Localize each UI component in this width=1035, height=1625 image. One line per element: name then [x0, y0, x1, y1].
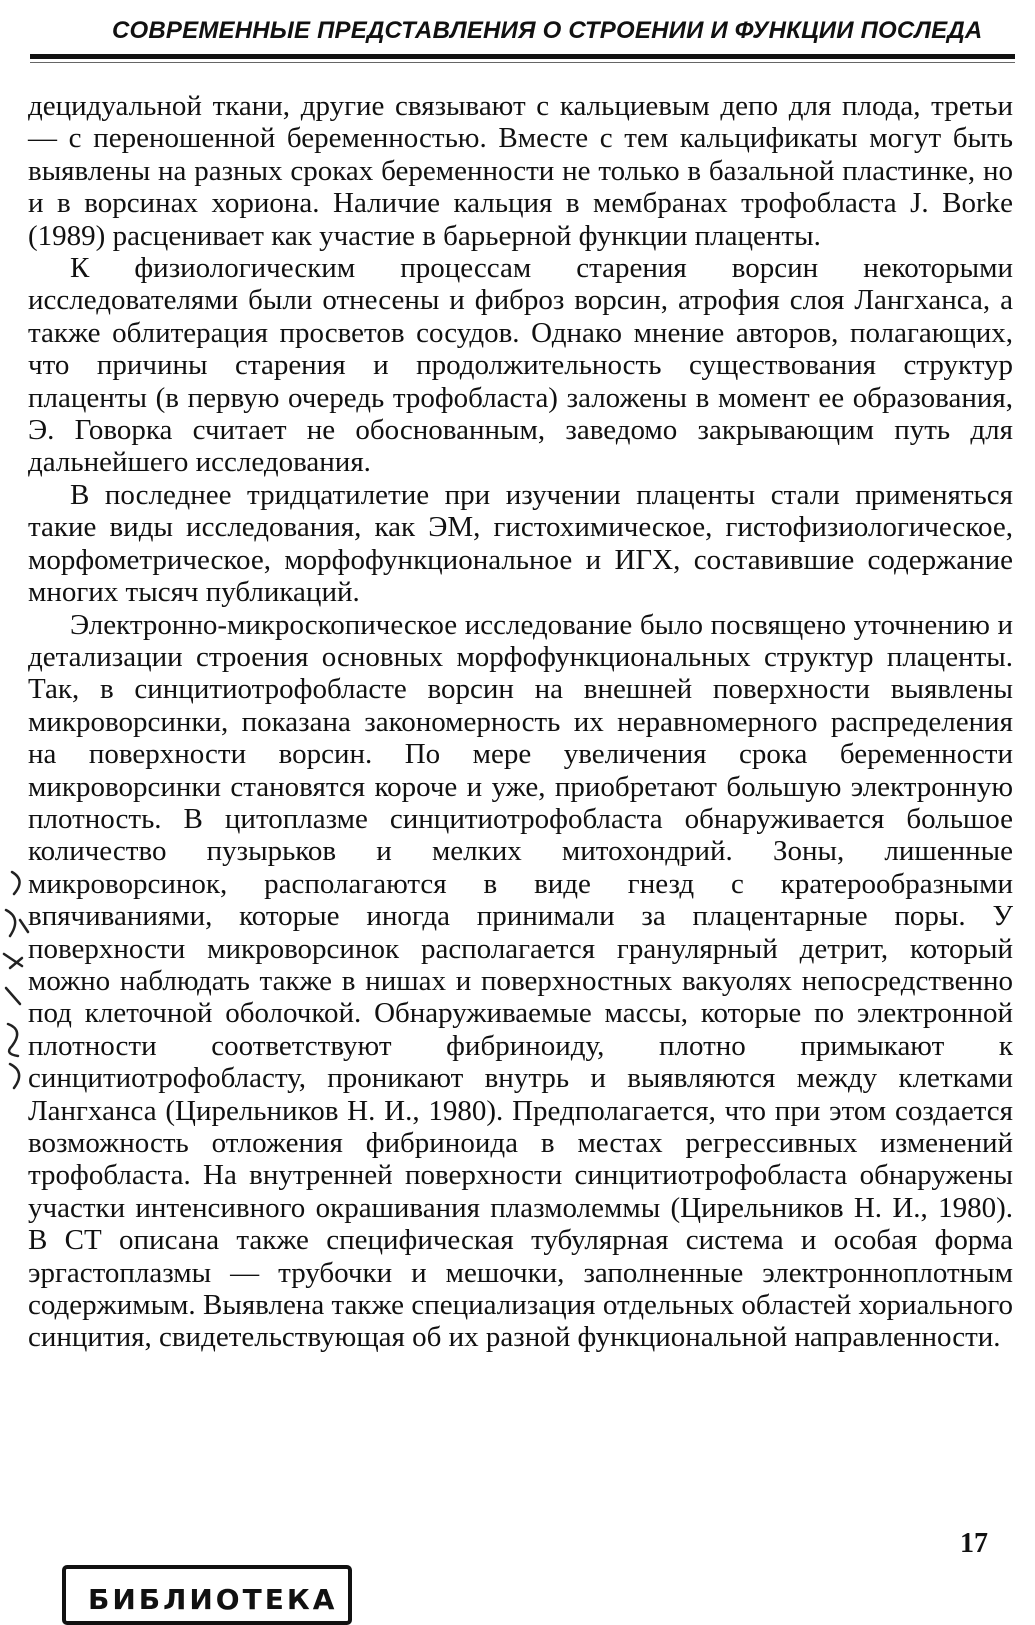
paragraph-3: В последнее тридцатилетие при изучении плаценты стали применяться такие виды исследования, как ЭМ, гистохимическое, гистофизиологическое, морфометрическое, морфофункциональное и ИГХ, составившие содержание многих тысяч публикаций. [28, 478, 1013, 609]
handwritten-margin-mark [0, 858, 40, 1098]
running-header: СОВРЕМЕННЫЕ ПРЕДСТАВЛЕНИЯ О СТРОЕНИИ И ФУНКЦИИ ПОСЛЕДА [112, 17, 983, 44]
text-body [28, 90, 1013, 1354]
header-rule-thin [30, 62, 1015, 63]
header-rule [30, 54, 1015, 59]
paragraph-4: Электронно-микроскопическое исследование было посвящено уточнению и детализации строения основных морфофункциональных структур плаценты. Так, в синцитиотрофобласте ворсин на внешней поверхности выявлены микроворсинки, показана закономерность их неравномерного распределения на поверхности ворсин. По мере увеличения срока беременности микроворсинки становятся короче и уже, приобретают большую электронную плотность. В цитоплазме синцитиотрофобласта обнаруживается большое количество пузырьков и мелких митохондрий. Зоны, лишенные микроворсинок, располагаются в виде гнезд с кратерообразными впячиваниями, которые иногда принимали за плацентарные поры. У поверхности микроворсинок располагается гранулярный детрит, который можно наблюдать также в нишах и поверхностных вакуолях непосредственно под клеточной оболочкой. Обнаруживаемые массы, которые по электронной плотности соответствуют фибриноиду, плотно примыкают к синцитиотрофобласту, проникают внутрь и выявляются между клетками Лангханса (Цирельников Н. И., 1980). Предполагается, что при этом создается возможность отложения фибриноида в местах регрессивных изменений трофобласта. На внутренней поверхности синцитиотрофобласта обнаружены участки интенсивного окрашивания плазмолеммы (Цирельников Н. И., 1980). В СТ описана также специфическая тубулярная система и особая форма эргастоплазмы — трубочки и мешочки, заполненные электронноплотным содержимым. Выявлена также специализация отдельных областей хориального синцития, свидетельствующая об их разной функциональной направленности. [28, 608, 1013, 1354]
library-stamp: БИБЛИОТЕКА [62, 1565, 352, 1625]
paragraph-2: К физиологическим процессам старения ворсин некоторыми исследователями были отнесены и фиброз ворсин, атрофия слоя Лангханса, а также облитерация просветов сосудов. Однако мнение авторов, полагающих, что причины старения и продолжительность существования структур плаценты (в первую очередь трофобласта) заложены в момент ее образования, Э. Говорка считает не обоснованным, заведомо закрывающим путь для дальнейшего исследования. [28, 252, 1013, 479]
page-number: 17 [960, 1528, 988, 1559]
paragraph-1: децидуальной ткани, другие связывают с кальциевым депо для плода, третьи — с переношенной беременностью. Вместе с тем кальцификаты могут быть выявлены на разных сроках беременности не только в базальной пластинке, но и в ворсинах хориона. Наличие кальция в мембранах трофобласта J. Borke (1989) расценивает как участие в барьерной функции плаценты. [28, 90, 1013, 252]
